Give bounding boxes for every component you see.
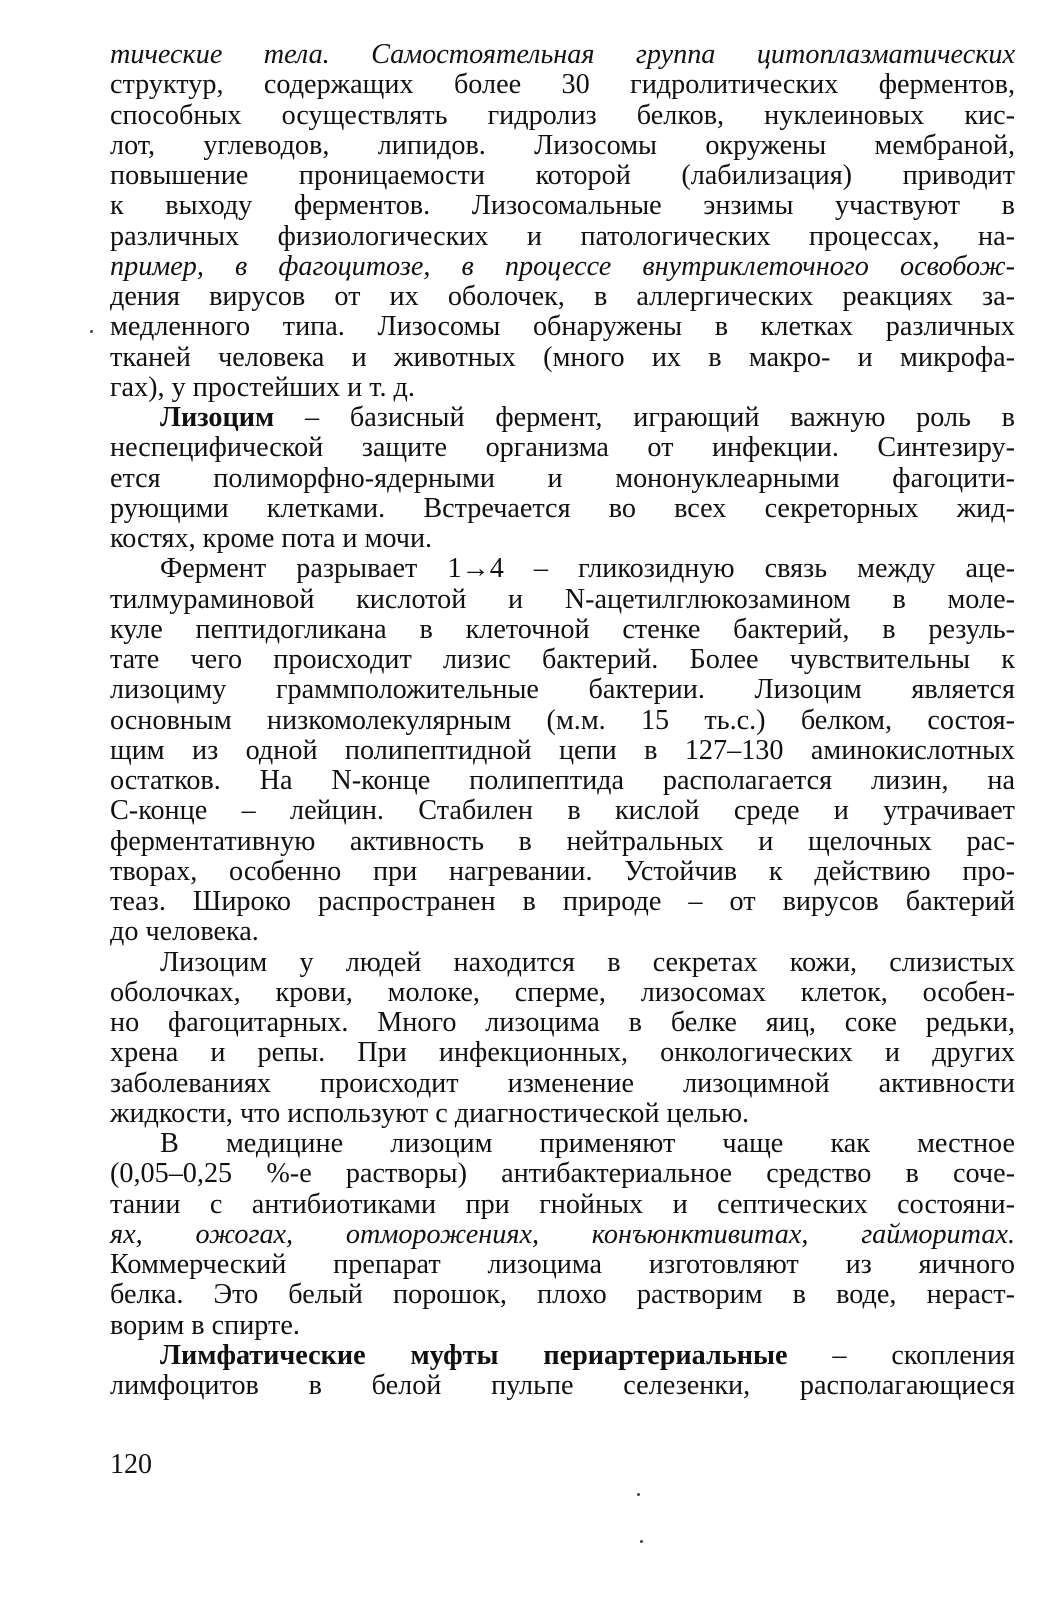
text-line: В медицине лизоцим применяют чаще как местное [160, 1128, 1015, 1159]
text-line: неспецифической защите организма от инфекции. Синтезиру- [110, 432, 1015, 464]
text-line: белка. Это белый порошок, плохо растворим в воде, нераст- [110, 1279, 1015, 1311]
text-line: дения вирусов от их оболочек, в аллергических реакциях за- [110, 281, 1015, 312]
text-line: куле пептидогликана в клеточной стенке бактерий, в резуль- [110, 613, 1015, 645]
text-line: рующими клетками. Встречается во всех секреторных жид- [110, 492, 1015, 524]
scan-speck [90, 330, 93, 333]
text-line: лот, углеводов, липидов. Лизосомы окружены мембраной, [110, 129, 1015, 161]
text-line: до человека. [110, 916, 259, 948]
text-line: структур, содержащих более 30 гидролитических ферментов, [110, 69, 1015, 101]
text-line: С-конце – лейцин. Стабилен в кислой среде и утрачивает [110, 795, 1015, 827]
text-line: теаз. Широко распространен в природе – от вирусов бактерий [110, 886, 1015, 917]
text-line: Лимфатические муфты периартериальные – скопления [160, 1339, 1015, 1371]
text-line: лизоциму граммположительные бактерии. Лизоцим является [110, 674, 1015, 706]
text-line: ворим в спирте. [110, 1309, 300, 1341]
page-number: 120 [110, 1449, 152, 1480]
text-line: основным низкомолекулярным (м.м. 15 ть.с.) белком, состоя- [110, 704, 1015, 736]
text-line: повышение проницаемости которой (лабилизация) приводит [110, 160, 1015, 191]
text-line: тате чего происходит лизис бактерий. Более чувствительны к [110, 644, 1015, 675]
text-line: Фермент разрывает 1→4 – гликозидную связь между аце- [160, 553, 1015, 585]
text-line: костях, кроме пота и мочи. [110, 523, 433, 554]
text-line: ях, ожогах, отморожениях, конъюнктивитах, гайморитах. [110, 1218, 1015, 1250]
text-line: различных физиологических и патологических процессах, на- [110, 220, 1015, 252]
text-line: медленного типа. Лизосомы обнаружены в клетках различных [110, 311, 1015, 343]
text-line: ется полиморфно-ядерными и мононуклеарными фагоцити- [110, 462, 1015, 494]
text-line: тилмураминовой кислотой и N-ацетилглюкозамином в моле- [110, 583, 1015, 615]
text-line: гах), у простейших и т. д. [110, 371, 415, 403]
scan-speck [640, 1540, 643, 1543]
text-line: Коммерческий препарат лизоцима изготовляют из яичного [110, 1249, 1015, 1280]
text-line: оболочках, крови, молоке, сперме, лизосомах клеток, особен- [110, 976, 1015, 1008]
text-line: творах, особенно при нагревании. Устойчив к действию про- [110, 855, 1015, 887]
text-line: остатков. На N-конце полипептида располагается лизин, на [110, 765, 1015, 796]
text-line: способных осуществлять гидролиз белков, нуклеиновых кис- [110, 99, 1015, 131]
text-line: Лизоцим у людей находится в секретах кожи, слизистых [160, 946, 1015, 978]
text-line: к выходу ферментов. Лизосомальные энзимы участвуют в [110, 190, 1015, 222]
text-line: (0,05–0,25 %-е растворы) антибактериальное средство в соче- [110, 1158, 1015, 1190]
text-line: жидкости, что используют с диагностической целью. [110, 1097, 750, 1129]
text-line: хрена и репы. При инфекционных, онкологических и других [110, 1037, 1015, 1069]
text-line: пример, в фагоцитозе, в процессе внутриклеточного освобож- [110, 250, 1015, 282]
scan-speck [637, 1493, 640, 1496]
text-line: тические тела. Самостоятельная группа цитоплазматических [110, 39, 1015, 70]
text-line: лимфоцитов в белой пульпе селезенки, располагающиеся [110, 1370, 1015, 1401]
text-line: Лизоцим – базисный фермент, играющий важную роль в [160, 402, 1015, 433]
text-line: тканей человека и животных (много их в макро- и микрофа- [110, 341, 1015, 373]
text-line: щим из одной полипептидной цепи в 127–130 аминокислотных [110, 734, 1015, 766]
text-line: заболеваниях происходит изменение лизоцимной активности [110, 1067, 1015, 1099]
text-line: ферментативную активность в нейтральных и щелочных рас- [110, 825, 1015, 857]
text-line: но фагоцитарных. Много лизоцима в белке яиц, соке редьки, [110, 1007, 1015, 1038]
body-text [110, 40, 1015, 1401]
text-line: тании с антибиотиками при гнойных и септических состояни- [110, 1188, 1015, 1220]
